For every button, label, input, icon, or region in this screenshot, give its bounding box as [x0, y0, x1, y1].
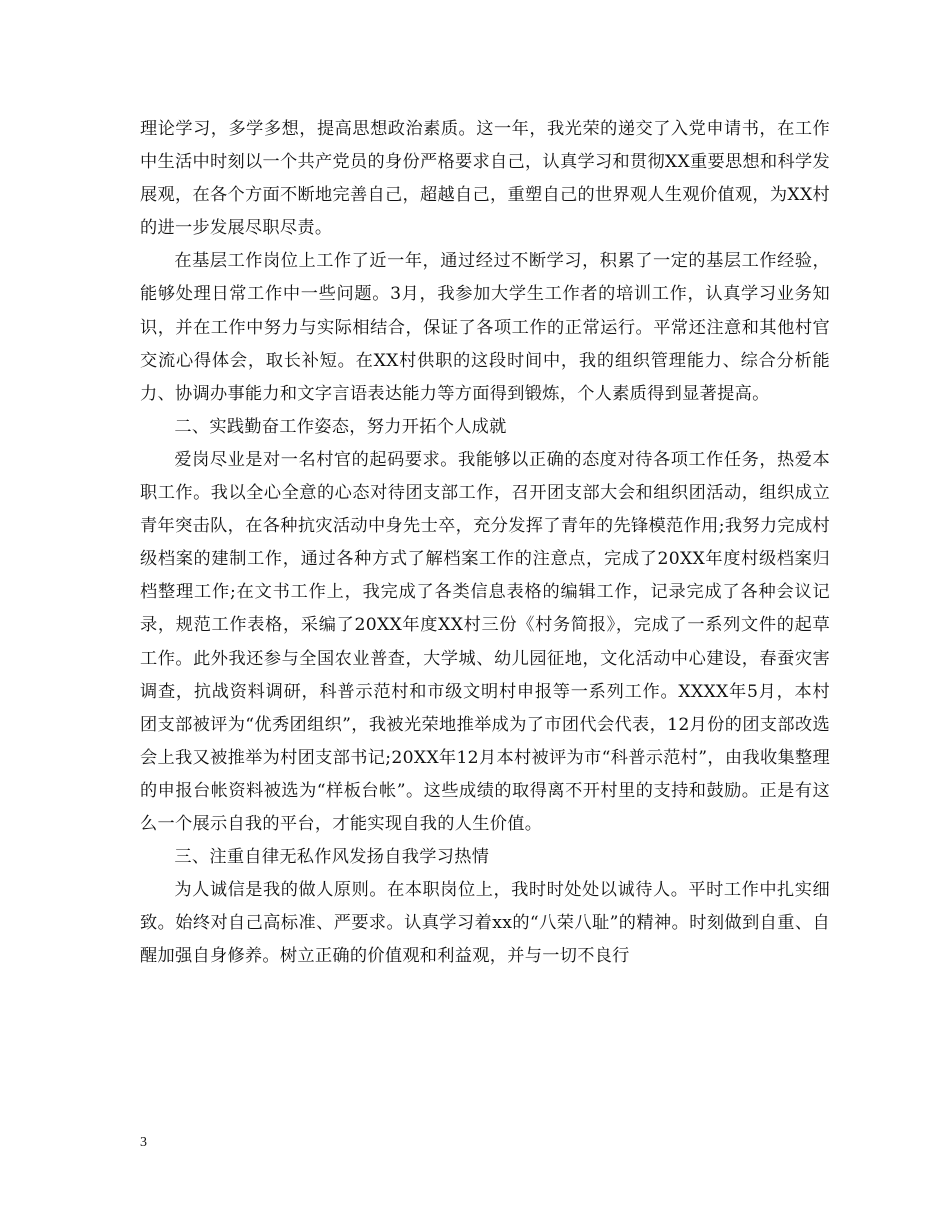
paragraph-3: 爱岗尽业是对一名村官的起码要求。我能够以正确的态度对待各项工作任务，热爱本职工作。我以全心全意的心态对待团支部工作，召开团支部大会和组织团活动，组织成立青年突击队，在各种抗灾活动中身先士卒，充分发挥了青年的先锋模范作用;我努力完成村级档案的建制工作，通过各种方式了解档案工作的注意点，完成了20XX年度村级档案归档整理工作;在文书工作上，我完成了各类信息表格的编辑工作，记录完成了各种会议记录，规范工作表格，采编了20XX年度XX村三份《村务简报》，完成了一系列文件的起草工作。此外我还参与全国农业普查，大学城、幼儿园征地，文化活动中心建设，春蚕灾害调查，抗战资料调研，科普示范村和市级文明村申报等一系列工作。XXXX年5月，本村团支部被评为“优秀团组织”，我被光荣地推举成为了市团代会代表，12月份的团支部改选会上我又被推举为村团支部书记;20XX年12月本村被评为市“科普示范村”，由我收集整理的申报台帐资料被选为“样板台帐”。这些成绩的取得离不开村里的支持和鼓励。正是有这么一个展示自我的平台，才能实现自我的人生价值。: [140, 449, 830, 834]
document-body: [140, 113, 830, 973]
section-heading-2: 二、实践勤奋工作姿态，努力开拓个人成就: [174, 416, 507, 437]
paragraph-4: 为人诚信是我的做人原则。在本职岗位上，我时时处处以诚待人。平时工作中扎实细致。始终对自己高标准、严要求。认真学习着xx的“八荣八耻”的精神。时刻做到自重、自醒加强自身修养。树立正确的价值观和利益观，并与一切不良行: [140, 880, 830, 967]
paragraph-2: 在基层工作岗位上工作了近一年，通过经过不断学习，积累了一定的基层工作经验，能够处理日常工作中一些问题。3月，我参加大学生工作者的培训工作，认真学习业务知识，并在工作中努力与实际相结合，保证了各项工作的正常运行。平常还注意和其他村官交流心得体会，取长补短。在XX村供职的这段时间中，我的组织管理能力、综合分析能力、协调办事能力和文字言语表达能力等方面得到锻炼，个人素质得到显著提高。: [140, 251, 830, 404]
paragraph-1: 理论学习，多学多想，提高思想政治素质。这一年，我光荣的递交了入党申请书，在工作中生活中时刻以一个共产党员的身份严格要求自己，认真学习和贯彻XX重要思想和科学发展观，在各个方面不断地完善自己，超越自己，重塑自己的世界观人生观价值观，为XX村的进一步发展尽职尽责。: [140, 119, 830, 239]
section-heading-3: 三、注重自律无私作风发扬自我学习热情: [174, 847, 490, 868]
page-number: 3: [140, 1135, 147, 1150]
